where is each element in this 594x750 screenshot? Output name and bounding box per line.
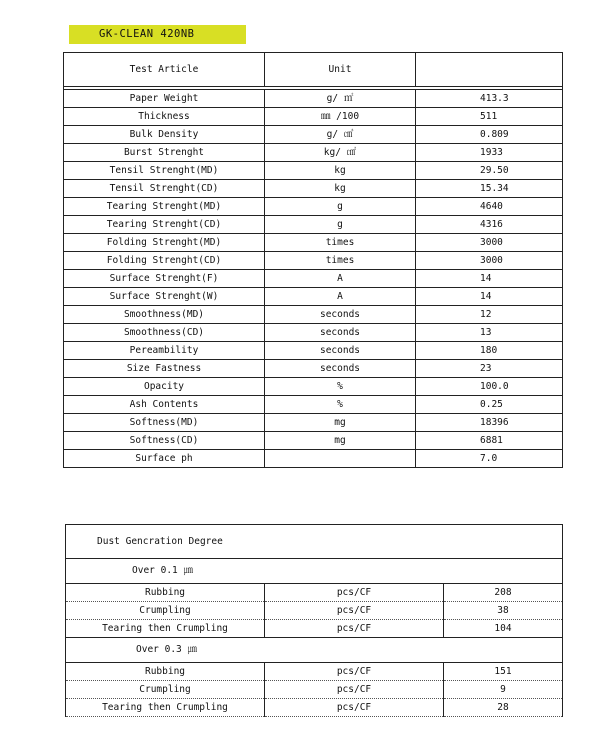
table-row [64,432,563,450]
cell-value: 3000 [416,234,563,252]
cell-value: 9 [444,681,563,699]
cell-test: Tearing then Crumpling [66,620,265,638]
cell-value: 7.0 [416,450,563,468]
table-row [66,584,563,602]
cell-test-article: Folding Strenght(MD) [64,234,265,252]
table-row [64,342,563,360]
cell-value: 0.25 [416,396,563,414]
cell-unit: mg [265,414,416,432]
table-row [64,198,563,216]
dust-title-row [66,525,563,559]
table-row [64,360,563,378]
cell-unit: g [265,198,416,216]
cell-test-article: Surface Strenght(W) [64,288,265,306]
dust-table [65,524,563,717]
cell-value: 13 [416,324,563,342]
cell-value: 104 [444,620,563,638]
cell-test: Tearing then Crumpling [66,699,265,717]
cell-test-article: Burst Strenght [64,144,265,162]
cell-unit: A [265,288,416,306]
cell-test-article: Smoothness(MD) [64,306,265,324]
cell-test-article: Surface Strenght(F) [64,270,265,288]
cell-value: 511 [416,108,563,126]
cell-value: 38 [444,602,563,620]
cell-test-article: Ash Contents [64,396,265,414]
cell-unit: A [265,270,416,288]
cell-test: Crumpling [66,602,265,620]
cell-unit [265,450,416,468]
cell-test-article: Softness(MD) [64,414,265,432]
cell-test-article: Paper Weight [64,90,265,108]
cell-test-article: Pereambility [64,342,265,360]
cell-test: Rubbing [66,584,265,602]
table-row [64,144,563,162]
table-row [64,234,563,252]
spec-header-row [64,53,563,87]
table-row [64,396,563,414]
spec-table [63,52,563,468]
product-title: GK-CLEAN 420NB [69,25,246,44]
table-row [64,270,563,288]
table-row [64,108,563,126]
cell-test-article: Tensil Strenght(CD) [64,180,265,198]
column-header-unit: Unit [265,53,416,87]
table-row [64,378,563,396]
cell-unit: seconds [265,360,416,378]
cell-value: 0.809 [416,126,563,144]
cell-value: 413.3 [416,90,563,108]
cell-test-article: Thickness [64,108,265,126]
cell-unit: % [265,378,416,396]
cell-unit: mg [265,432,416,450]
dust-group-header [66,638,563,663]
cell-unit: kg [265,162,416,180]
dust-group-header [66,559,563,584]
table-row [66,620,563,638]
cell-unit: ㎜ /100 [265,108,416,126]
cell-value: 151 [444,663,563,681]
cell-test-article: Smoothness(CD) [64,324,265,342]
cell-unit: % [265,396,416,414]
table-row [66,699,563,717]
cell-value: 4316 [416,216,563,234]
table-row [64,450,563,468]
dust-title: Dust Gencration Degree [66,525,563,559]
cell-unit: pcs/CF [265,584,444,602]
cell-unit: pcs/CF [265,699,444,717]
cell-unit: pcs/CF [265,663,444,681]
cell-unit: seconds [265,324,416,342]
cell-value: 14 [416,288,563,306]
table-row [64,288,563,306]
cell-value: 180 [416,342,563,360]
cell-value: 100.0 [416,378,563,396]
cell-value: 12 [416,306,563,324]
cell-test-article: Opacity [64,378,265,396]
cell-unit: times [265,234,416,252]
cell-unit: seconds [265,342,416,360]
cell-test-article: Bulk Density [64,126,265,144]
cell-unit: g/ ㎤ [265,126,416,144]
cell-unit: seconds [265,306,416,324]
table-row [64,306,563,324]
table-row [64,162,563,180]
dust-group-label: Over 0.1 ㎛ [66,559,563,584]
cell-test-article: Tensil Strenght(MD) [64,162,265,180]
cell-test-article: Tearing Strenght(CD) [64,216,265,234]
cell-unit: kg [265,180,416,198]
column-header-value [416,53,563,87]
table-row [64,252,563,270]
cell-unit: g/ ㎡ [265,90,416,108]
cell-value: 3000 [416,252,563,270]
dust-group-label: Over 0.3 ㎛ [66,638,563,663]
cell-value: 15.34 [416,180,563,198]
cell-value: 208 [444,584,563,602]
table-row [64,414,563,432]
cell-unit: g [265,216,416,234]
cell-value: 28 [444,699,563,717]
table-row [64,90,563,108]
cell-value: 1933 [416,144,563,162]
cell-test-article: Tearing Strenght(MD) [64,198,265,216]
cell-unit: pcs/CF [265,602,444,620]
cell-test: Rubbing [66,663,265,681]
table-row [66,602,563,620]
cell-value: 4640 [416,198,563,216]
cell-unit: kg/ ㎠ [265,144,416,162]
column-header-test-article: Test Article [64,53,265,87]
cell-test: Crumpling [66,681,265,699]
table-row [64,216,563,234]
table-row [64,324,563,342]
cell-value: 14 [416,270,563,288]
cell-test-article: Folding Strenght(CD) [64,252,265,270]
cell-value: 6881 [416,432,563,450]
table-row [64,180,563,198]
cell-unit: pcs/CF [265,681,444,699]
table-row [66,681,563,699]
cell-value: 18396 [416,414,563,432]
cell-unit: pcs/CF [265,620,444,638]
table-row [66,663,563,681]
cell-test-article: Size Fastness [64,360,265,378]
cell-value: 29.50 [416,162,563,180]
cell-value: 23 [416,360,563,378]
cell-test-article: Surface ph [64,450,265,468]
table-row [64,126,563,144]
cell-unit: times [265,252,416,270]
cell-test-article: Softness(CD) [64,432,265,450]
